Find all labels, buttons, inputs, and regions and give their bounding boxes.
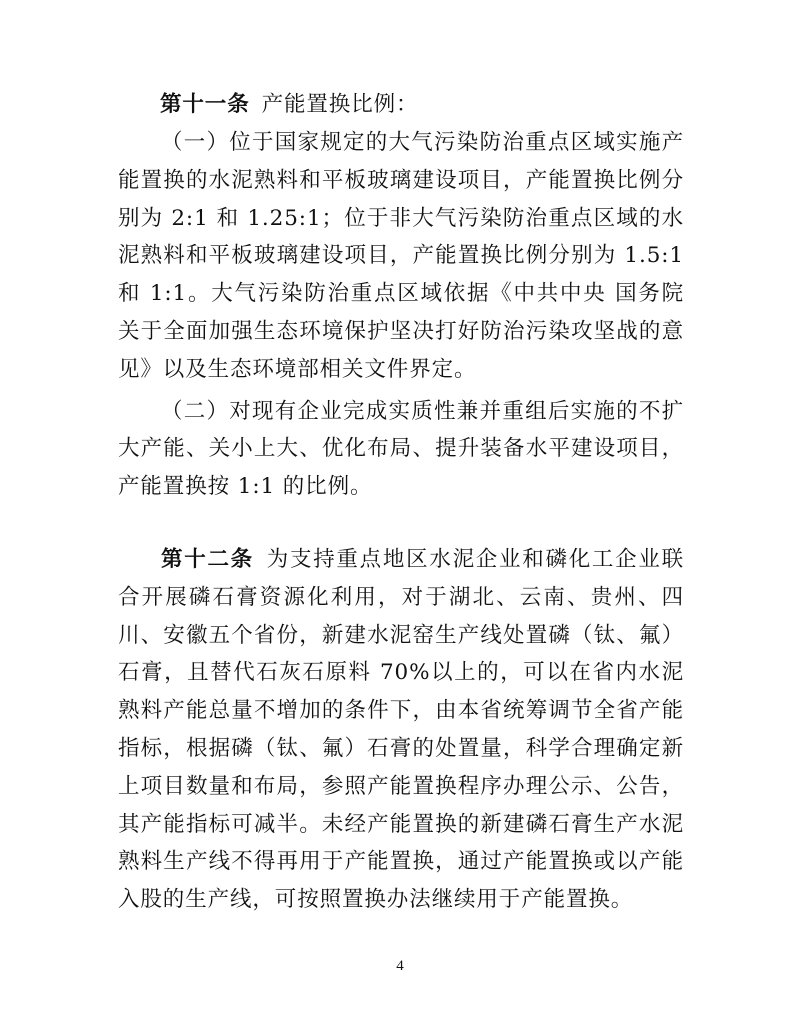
article-11-heading [160,86,418,124]
article-12-block [118,541,684,919]
article-11-clause-2: （二）对现有企业完成实质性兼并重组后实施的不扩大产能、关小上大、优化布局、提升装备水平建设项目，产能置换按 1:1 的比例。 [118,398,684,500]
article-11-body [118,124,684,506]
article-12-number: 第十二条 [161,547,254,572]
article-12-paragraph [118,541,684,919]
article-11-clause-1: （一）位于国家规定的大气污染防治重点区域实施产能置换的水泥熟料和平板玻璃建设项目，产能置换比例分别为 2:1 和 1.25:1；位于非大气污染防治重点区域的水泥熟料和平板玻璃建设项目，产能置换比例分别为 1.5:1 和 1:1。大气污染防治重点区域依据《中共中央 国务院关于全面加强生态环境保护坚决打好防治污染攻坚战的意见》以及生态环境部相关文件界定。 [118,130,684,382]
article-11-title: 产能置换比例： [261,92,419,117]
page-number: 4 [396,958,404,974]
article-12-body: 为支持重点地区水泥企业和磷化工企业联合开展磷石膏资源化利用，对于湖北、云南、贵州、四川、安徽五个省份，新建水泥窑生产线处置磷（钛、氟）石膏，且替代石灰石原料 70%以上的，可以在省内水泥熟料产能总量不增加的条件下，由本省统筹调节全省产能指标，根据磷（钛、氟）石膏的处置量，科学合理确定新上项目数量和布局，参照产能置换程序办理公示、公告，其产能指标可减半。未经产能置换的新建磷石膏生产水泥熟料生产线不得再用于产能置换，通过产能置换或以产能入股的生产线，可按照置换办法继续用于产能置换。 [118,547,685,913]
article-11-number: 第十一条 [160,92,250,117]
